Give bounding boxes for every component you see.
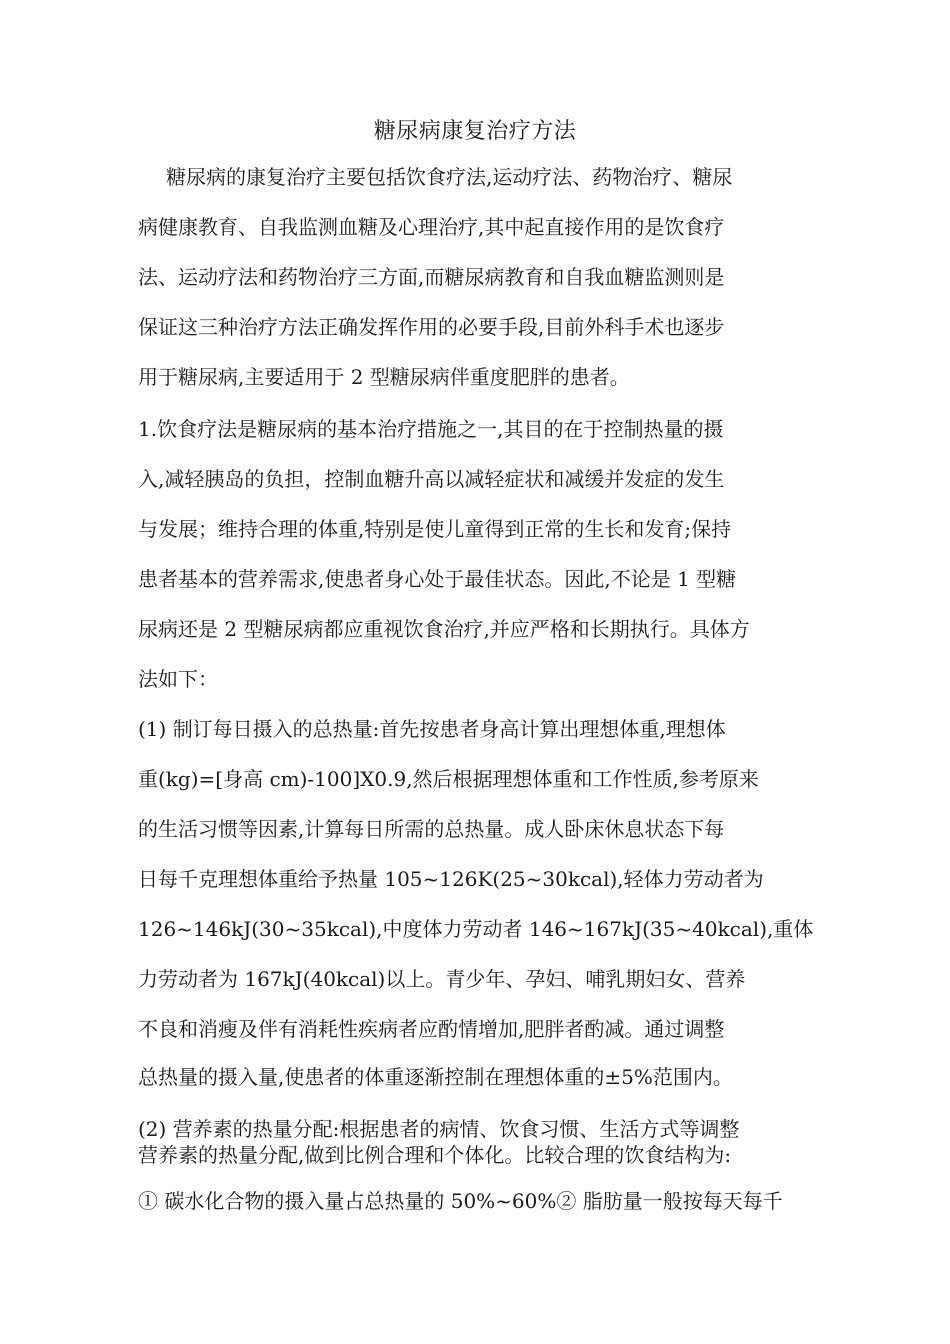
paragraph-line: 糖尿病的康复治疗主要包括饮食疗法,运动疗法、药物治疗、糖尿 [166,165,733,189]
paragraph-line: 力劳动者为 167kJ(40kcal)以上。青少年、孕妇、哺乳期妇女、营养 [138,967,746,991]
paragraph-line: 保证这三种治疗方法正确发挥作用的必要手段,目前外科手术也逐步 [138,315,725,339]
paragraph-line: 126~146kJ(30~35kcal),中度体力劳动者 146~167kJ(35~40kcal),重体 [138,917,814,941]
paragraph-line: 不良和消瘦及伴有消耗性疾病者应酌情增加,肥胖者酌减。通过调整 [138,1017,725,1041]
paragraph-line: 患者基本的营养需求,使患者身心处于最佳状态。因此,不论是 1 型糖 [138,567,737,591]
paragraph-line: (2) 营养素的热量分配:根据患者的病情、饮食习惯、生活方式等调整 [138,1117,740,1141]
paragraph-line: 法、运动疗法和药物治疗三方面,而糖尿病教育和自我血糖监测则是 [138,265,725,289]
document-title: 糖尿病康复治疗方法 [373,119,577,144]
paragraph-line: 营养素的热量分配,做到比例合理和个体化。比较合理的饮食结构为: [138,1143,732,1167]
paragraph-line: 重(kg)=[身高 cm)-100]X0.9,然后根据理想体重和工作性质,参考原来 [138,767,759,791]
paragraph-line: 总热量的摄入量,使患者的体重逐渐控制在理想体重的±5%范围内。 [138,1065,733,1089]
paragraph-line: 法如下： [138,667,218,691]
paragraph-line: 尿病还是 2 型糖尿病都应重视饮食治疗,并应严格和长期执行。具体方 [138,617,750,641]
paragraph-line: 的生活习惯等因素,计算每日所需的总热量。成人卧床休息状态下每 [138,817,725,841]
paragraph-line: 入,减轻胰岛的负担，控制血糖升高以减轻症状和减缓并发症的发生 [138,467,725,491]
paragraph-line: 日每千克理想体重给予热量 105~126K(25~30kcal),轻体力劳动者为 [138,867,764,891]
paragraph-line: (1) 制订每日摄入的总热量:首先按患者身高计算出理想体重,理想体 [138,717,726,741]
paragraph-line: 用于糖尿病,主要适用于 2 型糖尿病伴重度肥胖的患者。 [138,365,630,389]
paragraph-line: 1.饮食疗法是糖尿病的基本治疗措施之一,其目的在于控制热量的摄 [138,417,724,441]
paragraph-line: ① 碳水化合物的摄入量占总热量的 50%~60%② 脂肪量一般按每天每千 [138,1189,783,1213]
paragraph-line: 病健康教育、自我监测血糖及心理治疗,其中起直接作用的是饮食疗 [138,215,725,239]
paragraph-line: 与发展；维持合理的体重,特别是使儿童得到正常的生长和发育;保持 [138,517,732,541]
